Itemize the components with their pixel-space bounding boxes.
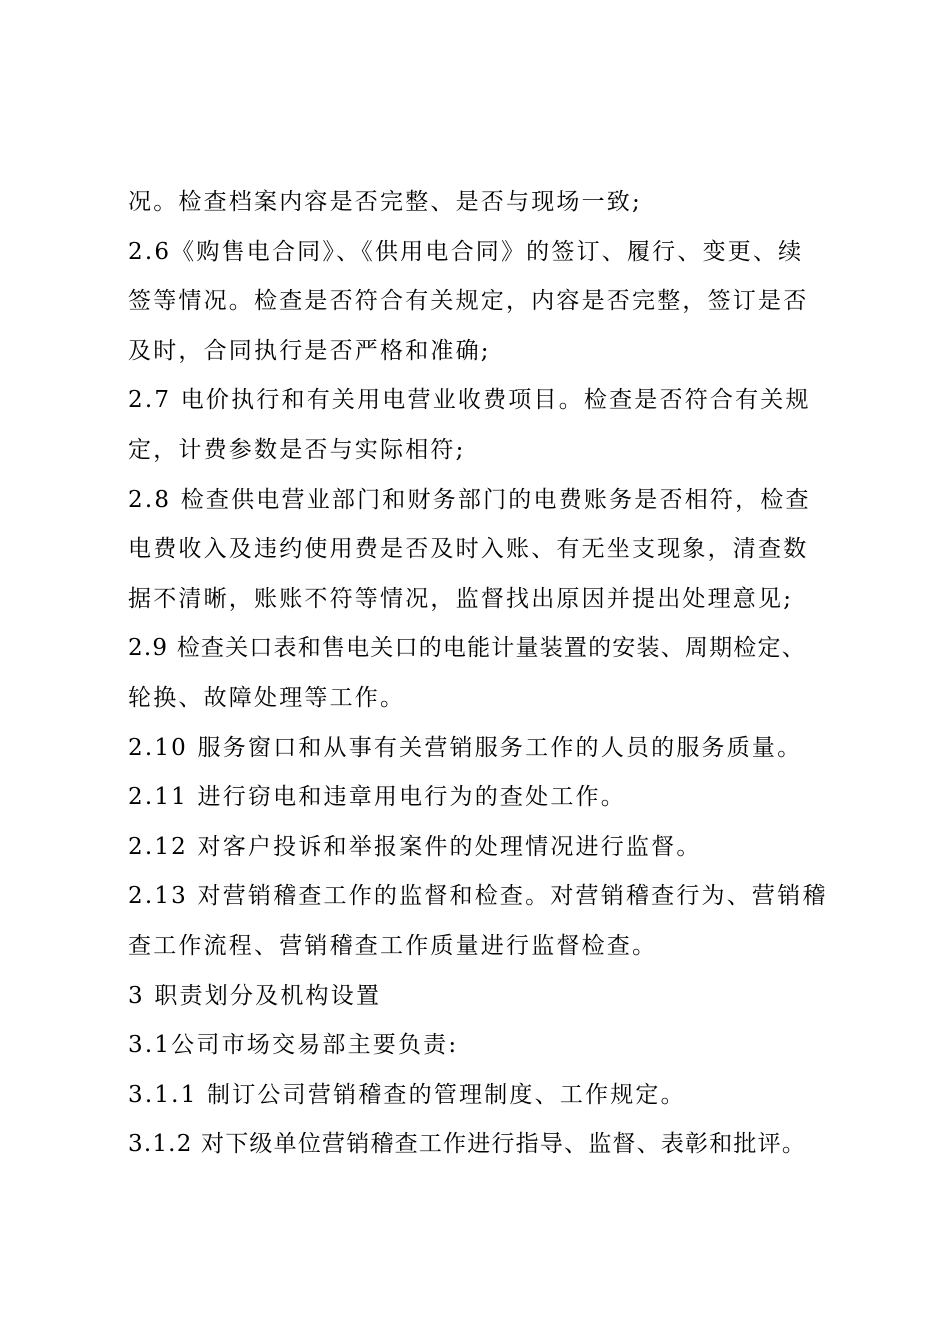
text-line: 2.11 进行窃电和违章用电行为的查处工作。 bbox=[128, 784, 626, 811]
text-line: 2.13 对营销稽查工作的监督和检查。对营销稽查行为、营销稽 bbox=[128, 883, 828, 910]
text-line: 2.9 检查关口表和售电关口的电能计量装置的安装、周期检定、 bbox=[128, 635, 806, 662]
text-line: 3.1公司市场交易部主要负责: bbox=[128, 1032, 459, 1059]
text-line: 2.12 对客户投诉和举报案件的处理情况进行监督。 bbox=[128, 833, 702, 860]
text-line: 3.1.2 对下级单位营销稽查工作进行指导、监督、表彰和批评。 bbox=[128, 1131, 807, 1158]
text-line: 及时，合同执行是否严格和准确; bbox=[128, 337, 491, 364]
section-heading: 3 职责划分及机构设置 bbox=[128, 982, 382, 1009]
text-line: 3.1.1 制订公司营销稽查的管理制度、工作规定。 bbox=[128, 1081, 686, 1108]
text-line: 定，计费参数是否与实际相符; bbox=[128, 436, 466, 463]
text-line: 据不清晰，账账不符等情况，监督找出原因并提出处理意见; bbox=[128, 585, 794, 612]
text-line: 2.7 电价执行和有关用电营业收费项目。检查是否符合有关规 bbox=[128, 387, 811, 414]
text-line: 签等情况。检查是否符合有关规定，内容是否完整，签订是否 bbox=[128, 288, 809, 315]
body-text bbox=[128, 178, 848, 1170]
text-line: 2.6《购售电合同》、《供用电合同》的签订、履行、变更、续 bbox=[128, 238, 804, 265]
text-line: 2.8 检查供电营业部门和财务部门的电费账务是否相符，检查 bbox=[128, 486, 811, 513]
text-line: 电费收入及违约使用费是否及时入账、有无坐支现象，清查数 bbox=[128, 536, 809, 563]
text-line: 查工作流程、营销稽查工作质量进行监督检查。 bbox=[128, 932, 658, 959]
text-line: 轮换、故障处理等工作。 bbox=[128, 684, 406, 711]
text-line: 况。检查档案内容是否完整、是否与现场一致; bbox=[128, 189, 642, 215]
text-line: 2.10 服务窗口和从事有关营销服务工作的人员的服务质量。 bbox=[128, 734, 803, 761]
